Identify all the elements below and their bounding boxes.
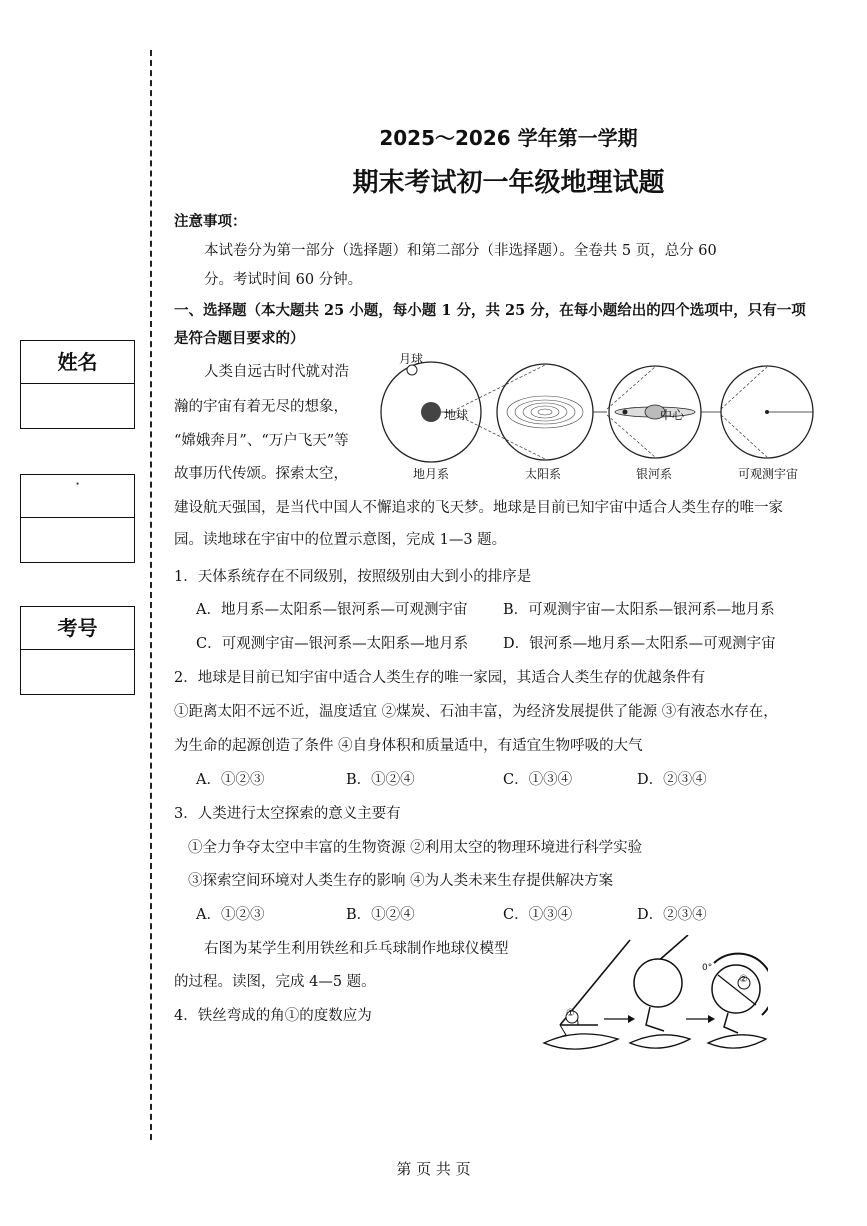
q1-option-b[interactable]: B．可观测宇宙—太阳系—银河系—地月系 [503,602,775,618]
degree-label: 0° [702,963,713,973]
term-title: 2025～2026 学年第一学期 [379,126,638,150]
q1-option-d[interactable]: D．银河系—地月系—太阳系—可观测宇宙 [503,636,776,652]
section1-line-2: 是符合题目要求的） [174,330,305,347]
id-field[interactable] [21,650,134,694]
solar-system-circle [497,364,593,460]
q3-stem: 3．人类进行太空探索的意义主要有 [174,806,401,822]
q3-option-a[interactable]: A．①②③ [196,907,265,923]
name-field[interactable] [21,384,134,428]
moon-label: 月球 [399,352,424,366]
id-label: 考号 [21,607,134,650]
q1-option-a[interactable]: A．地月系—太阳系—银河系—可观测宇宙 [196,602,468,618]
passage2-line-1: 右图为某学生利用铁丝和乒乓球制作地球仪模型 [204,941,509,957]
q2-stem: 2．地球是目前已知宇宙中适合人类生存的唯一家园，其适合人类生存的优越条件有 [174,670,706,686]
section1-line-1: 一、选择题（本大题共 25 小题，每小题 1 分，共 25 分，在每小题给出的四个选项中，只有一项 [174,302,806,319]
q2-option-c[interactable]: C．①③④ [503,772,573,788]
passage1-line: 瀚的宇宙有着无尽的想象， [174,399,348,415]
caption-earth-moon: 地月系 [413,467,450,481]
page-footer: 第 页 共 页 [396,1160,471,1178]
class-box [20,474,135,563]
notice-line-2: 分。考试时间 60 分钟。 [204,272,363,288]
q3-option-d[interactable]: D．②③④ [637,907,707,923]
q4-stem: 4．铁丝弯成的角①的度数应为 [174,1008,372,1024]
q3-option-b[interactable]: B．①②④ [346,907,415,923]
class-label: · [21,475,134,518]
earth-icon [421,402,441,422]
angle1-label: ① [566,1008,575,1019]
q1-option-c[interactable]: C．可观测宇宙—银河系—太阳系—地月系 [196,636,469,652]
name-box [20,340,135,429]
q2-line-2: 为生命的起源创造了条件 ④自身体积和质量适中，有适宜生物呼吸的大气 [174,738,643,754]
binding-line [150,50,152,1140]
exam-title: 期末考试初一年级地理试题 [352,168,665,198]
caption-solar-system: 太阳系 [525,467,562,481]
q2-option-d[interactable]: D．②③④ [637,772,707,788]
earth-label: 地球 [444,408,469,422]
q3-line-2: ③探索空间环境对人类生存的影响 ④为人类未来生存提供解决方案 [188,873,614,889]
passage1-line: 故事历代传颂。探索太空， [174,466,348,482]
galaxy-center-label: 中心 [660,408,685,422]
q3-line-1: ①全力争夺太空中丰富的生物资源 ②利用太空的物理环境进行科学实验 [188,840,643,856]
angle2-label: ② [739,974,748,985]
class-field[interactable] [21,518,134,562]
notice-heading: 注意事项： [174,213,247,230]
notice-line-1: 本试卷分为第一部分（选择题）和第二部分（非选择题）。全卷共 5 页，总分 60 [204,243,717,259]
caption-milky-way: 银河系 [636,467,673,481]
passage1-line: “嫦娥奔月”、“万户飞天”等 [174,433,349,449]
passage2-line-2: 的过程。读图，完成 4—5 题。 [174,974,376,990]
q2-option-b[interactable]: B．①②④ [346,772,415,788]
caption-observable-universe: 可观测宇宙 [738,467,799,481]
globe-model-figure [538,935,768,1060]
q2-option-a[interactable]: A．①②③ [196,772,265,788]
passage1-line: 人类自远古时代就对浩 [204,364,349,380]
name-label: 姓名 [21,341,134,384]
passage1-line: 建设航天强国，是当代中国人不懈追求的飞天梦。地球是目前已知宇宙中适合人类生存的唯一家 [174,500,783,516]
q2-line-1: ①距离太阳不远不近，温度适宜 ②煤炭、石油丰富，为经济发展提供了能源 ③有液态水存在， [174,704,778,720]
universe-figure [375,345,815,485]
passage1-line: 园。读地球在宇宙中的位置示意图，完成 1—3 题。 [174,532,507,548]
q3-option-c[interactable]: C．①③④ [503,907,573,923]
id-box [20,606,135,695]
q1-stem: 1．天体系统存在不同级别，按照级别由大到小的排序是 [174,569,532,585]
